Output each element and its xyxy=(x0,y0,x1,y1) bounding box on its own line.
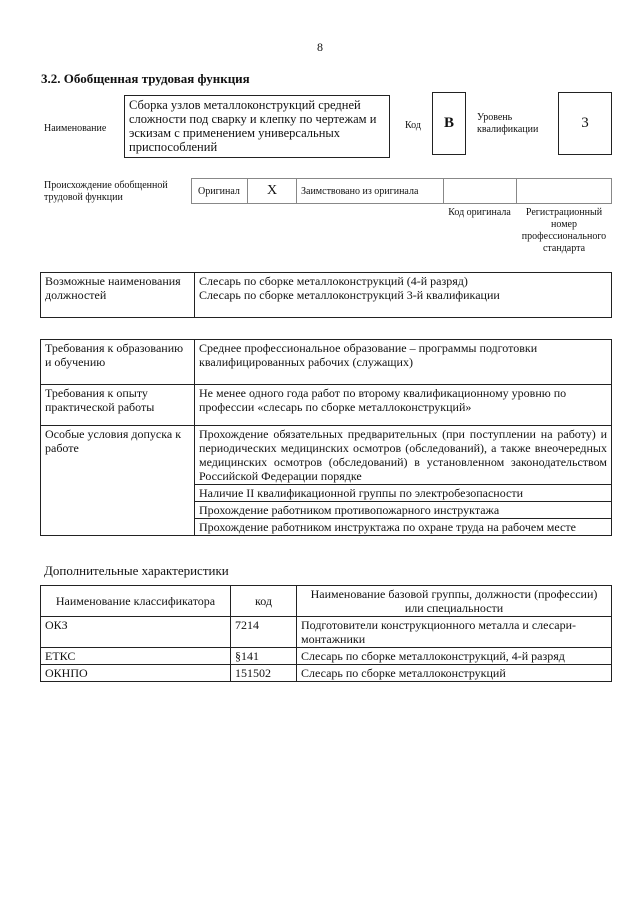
condition-item: Прохождение работником инструктажа по охране труда на рабочем месте xyxy=(195,519,612,536)
origin-row xyxy=(191,178,612,204)
function-name-box: Сборка узлов металлоконструкций средней сложности под сварку и клепку по чертежам и эскизам с применением универсальных приспособлений xyxy=(124,95,390,158)
code-original-cell xyxy=(444,179,517,203)
condition-item: Наличие II квалификационной группы по электробезопасности xyxy=(195,485,612,502)
classifier-table xyxy=(40,585,612,682)
classifier-cell: ЕТКС xyxy=(41,648,231,665)
positions-values xyxy=(195,273,612,318)
position-item: Слесарь по сборке металлоконструкций 3-й квалификации xyxy=(199,288,500,302)
code-cell: 7214 xyxy=(231,617,297,648)
qualification-level-box: 3 xyxy=(558,92,612,155)
classifier-cell: ОКНПО xyxy=(41,665,231,682)
condition-item: Прохождение работником противопожарного инструктажа xyxy=(195,502,612,519)
header-code: код xyxy=(231,586,297,617)
additional-title: Дополнительные характеристики xyxy=(44,563,229,578)
classifier-cell: ОКЗ xyxy=(41,617,231,648)
experience-label: Требования к опыту практической работы xyxy=(41,385,195,426)
positions-table xyxy=(40,272,612,318)
experience-value: Не менее одного года работ по второму квалификационному уровню по профессии «слесарь по сборке металлоконструкций» xyxy=(195,385,612,426)
name-label: Наименование xyxy=(44,123,107,134)
header-name: Наименование базовой группы, должности (профессии) или специальности xyxy=(297,586,612,617)
code-original-caption: Код оригинала xyxy=(448,207,511,218)
original-label: Оригинал xyxy=(192,179,248,203)
table-row xyxy=(41,665,612,682)
code-cell: §141 xyxy=(231,648,297,665)
reg-number-caption: Регистрационный номер профессионального стандарта xyxy=(521,207,607,254)
conditions-label: Особые условия допуска к работе xyxy=(41,426,195,536)
header-classifier: Наименование классификатора xyxy=(41,586,231,617)
name-cell: Слесарь по сборке металлоконструкций, 4-й разряд xyxy=(297,648,612,665)
name-cell: Слесарь по сборке металлоконструкций xyxy=(297,665,612,682)
original-mark: X xyxy=(248,179,297,203)
origin-label: Происхождение обобщенной трудовой функции xyxy=(44,180,168,203)
table-row xyxy=(41,648,612,665)
function-code-box: B xyxy=(432,92,466,155)
name-cell: Подготовители конструкционного металла и слесари-монтажники xyxy=(297,617,612,648)
borrowed-label: Заимствовано из оригинала xyxy=(297,179,444,203)
positions-label: Возможные наименования должностей xyxy=(41,273,195,318)
code-label: Код xyxy=(405,120,421,131)
section-title: 3.2. Обобщенная трудовая функция xyxy=(41,71,250,86)
code-cell: 151502 xyxy=(231,665,297,682)
condition-item: Прохождение обязательных предварительных (при поступлении на работу) и периодических медицинских осмотров (обследований), а также внеочередных медицинских осмотров (обследований) в установленном законодательством Российской Федерации порядке xyxy=(195,426,612,485)
table-row xyxy=(41,617,612,648)
education-value: Среднее профессиональное образование – программы подготовки квалифицированных рабочих (служащих) xyxy=(195,340,612,385)
position-item: Слесарь по сборке металлоконструкций (4-й разряд) xyxy=(199,274,468,288)
level-label: Уровень квалификации xyxy=(477,112,539,135)
education-label: Требования к образованию и обучению xyxy=(41,340,195,385)
page-number: 8 xyxy=(317,40,323,54)
reg-number-cell xyxy=(517,179,611,203)
requirements-table xyxy=(40,339,612,536)
